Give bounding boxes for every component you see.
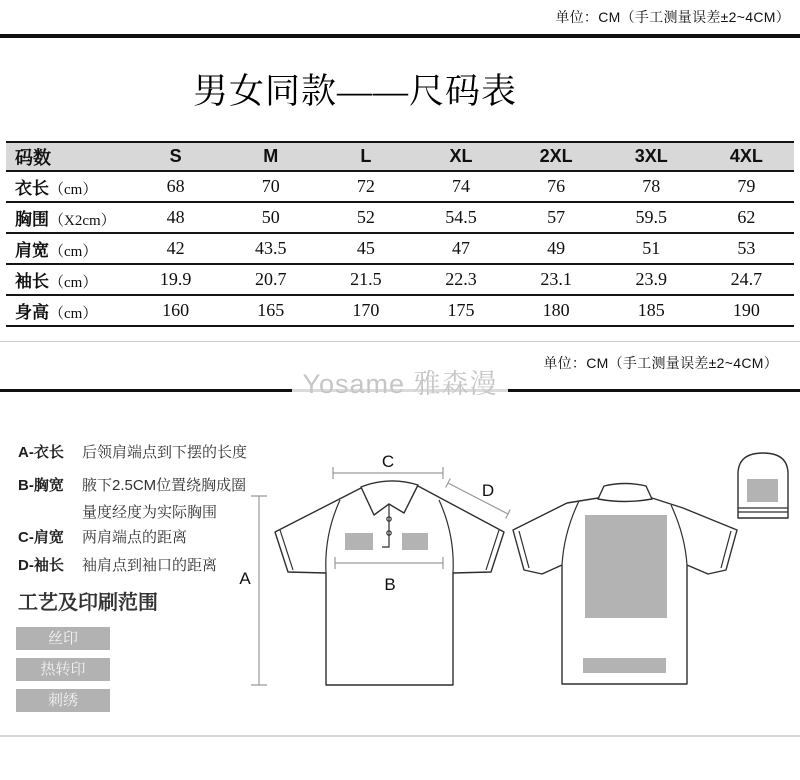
measure-label-b: B [384, 575, 396, 594]
cell-value: 48 [166, 207, 185, 227]
cell-value: 23.1 [540, 269, 572, 289]
measure-label-a: A [239, 569, 251, 588]
cell-value: 49 [547, 238, 566, 258]
watermark-wrap [0, 362, 800, 401]
unit-note-top: 单位：CM（手工测量误差±2~4CM） [555, 9, 790, 25]
row-label: 袖长（cm） [15, 272, 98, 291]
cell-value: 62 [737, 207, 756, 227]
bottom-divider [0, 735, 800, 737]
front-chest-print-area-left [345, 533, 373, 550]
front-chest-print-area-right [402, 533, 428, 550]
process-heading: 工艺及印刷范围 [18, 592, 158, 614]
cell-value: 59.5 [635, 207, 668, 227]
measure-line-a [251, 496, 267, 685]
cell-value: 68 [166, 176, 185, 196]
table-bottom-shadow-line [0, 341, 800, 342]
cell-value: 19.9 [159, 269, 192, 289]
back-print-area [585, 515, 667, 618]
top-divider [0, 34, 800, 38]
cell-value: 190 [732, 300, 760, 320]
table-row-height [6, 295, 794, 326]
page-title: 男女同款——尺码表 [193, 72, 518, 111]
cell-value: 160 [162, 300, 190, 320]
cell-value: 50 [261, 207, 280, 227]
col-header-2xl: 2XL [539, 146, 573, 166]
cell-value: 42 [166, 238, 185, 258]
size-table-header-row [6, 142, 794, 171]
table-row-sleeve [6, 264, 794, 295]
cell-value: 20.7 [254, 269, 287, 289]
back-collar-band [598, 484, 652, 502]
col-header-4xl: 4XL [729, 146, 763, 166]
cell-value: 79 [737, 176, 756, 196]
col-header-m: M [263, 146, 279, 166]
table-row-garment-length [6, 171, 794, 202]
col-header-xl: XL [449, 146, 473, 166]
back-hem-print-area [583, 658, 666, 673]
col-header-s: S [169, 146, 182, 166]
cell-value: 54.5 [445, 207, 477, 227]
cell-value: 23.9 [635, 269, 668, 289]
cell-value: 57 [547, 207, 566, 227]
measure-guide-b: B-胸宽 腋下2.5CM位置绕胸成圈 量度经度为实际胸围 [18, 477, 247, 521]
cell-value: 45 [356, 238, 375, 258]
cell-value: 78 [642, 176, 661, 196]
measure-label-c: C [381, 452, 395, 471]
method-chip-heattransfer[interactable]: 热转印 [16, 658, 110, 681]
measure-label-d: D [481, 481, 495, 500]
cell-value: 21.5 [350, 269, 382, 289]
cell-value: 53 [737, 238, 756, 258]
sleeve-print-area [747, 479, 778, 502]
method-chip-silkscreen[interactable]: 丝印 [16, 627, 110, 650]
col-header-size-label: 码数 [15, 147, 51, 168]
shirt-measurement-diagram [230, 440, 800, 700]
unit-note-below-table: 单位：CM（手工测量误差±2~4CM） [543, 355, 778, 371]
cell-value: 72 [356, 176, 375, 196]
cell-value: 43.5 [254, 238, 287, 258]
table-row-chest [6, 202, 794, 233]
cell-value: 74 [451, 176, 470, 196]
col-header-3xl: 3XL [634, 146, 668, 166]
cell-value: 52 [356, 207, 375, 227]
method-chip-embroidery[interactable]: 刺绣 [16, 689, 110, 712]
cell-value: 185 [637, 300, 665, 320]
measure-guide-a: A-衣长 后领肩端点到下摆的长度 [18, 444, 248, 461]
cell-value: 47 [451, 238, 470, 258]
row-label: 衣长（cm） [15, 179, 98, 198]
cell-value: 180 [542, 300, 570, 320]
cell-value: 70 [261, 176, 280, 196]
row-label: 肩宽（cm） [15, 241, 98, 260]
col-header-l: L [360, 146, 372, 166]
brand-watermark: Yosame 雅森漫 [292, 362, 507, 401]
measure-guide-c: C-肩宽 两肩端点的距离 [18, 529, 188, 546]
measure-guide-d: D-袖长 袖肩点到袖口的距离 [18, 557, 218, 574]
cell-value: 175 [447, 300, 475, 320]
cell-value: 24.7 [730, 269, 763, 289]
row-label: 胸围（X2cm） [15, 210, 116, 229]
cell-value: 51 [642, 238, 661, 258]
cell-value: 76 [547, 176, 566, 196]
cell-value: 165 [257, 300, 285, 320]
row-label: 身高（cm） [15, 303, 98, 322]
cell-value: 170 [352, 300, 380, 320]
size-table [6, 141, 794, 327]
cell-value: 22.3 [445, 269, 477, 289]
table-row-shoulder [6, 233, 794, 264]
